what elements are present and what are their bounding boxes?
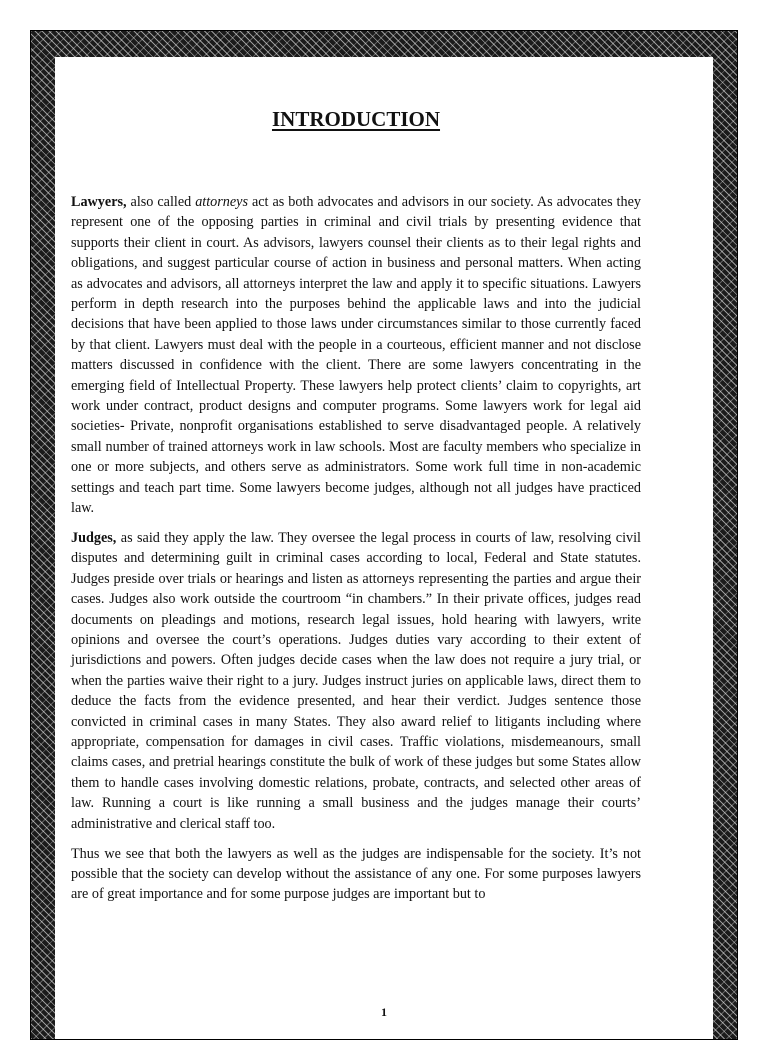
paragraph-text: act as both advocates and advisors in our society. As advocates they represent one of the opposing parties in criminal and civil trials by presenting evidence that supports their client in court. As advisors, lawyers counsel their clients as to their legal rights and obligations, and suggest particular course of action in business and personal matters. When acting as advocates and advisors, all attorneys interpret the law and apply it to specific situations. Lawyers perform in depth research into the purposes behind the applicable laws and into the judicial decisions that have been applied to those laws under circumstances similar to those currently faced by that client. Lawyers must deal with the people in a courteous, efficient manner and not disclose matters discussed in confidence with the client. There are some lawyers concentrating in the emerging field of Intellectual Property. These lawyers help protect clients’ claim to copyrights, art work under contract, product designs and computer programs. Some lawyers work for legal aid societies- Private, nonprofit organisations established to serve disadvantaged people. A relatively small number of trained attorneys work in law schools. Most are faculty members who specialize in one or more subjects, and others serve as administrators. Some work full time in non-academic settings and teach part time. Some lawyers become judges, although not all judges have practiced law. — [71, 194, 641, 517]
page-number: 1 — [381, 1005, 387, 1019]
paragraph-judges — [71, 528, 641, 834]
paragraph-text: Thus we see that both the lawyers as well as the judges are indispensable for the society. It’s not possible that the society can develop without the assistance of any one. For some purposes lawyers are of great importance and for some purpose judges are important but to — [71, 845, 641, 903]
paragraph-lead: Judges, — [71, 530, 117, 546]
paragraph-lead: Lawyers, — [71, 194, 127, 210]
paragraph-text: as said they apply the law. They oversee the legal process in courts of law, resolving civil disputes and determining guilt in criminal cases according to local, Federal and State statutes. Judges preside over trials or hearings and listen as attorneys representing the parties and argue their cases. Judges also work outside the courtroom “in chambers.” In their private offices, judges read documents on pleadings and motions, research legal issues, hold hearing with lawyers, write opinions and oversee the court’s operations. Judges duties vary according to their extent of jurisdictions and powers. Often judges decide cases when the law does not require a jury trial, or when the parties waive their right to a jury. Judges instruct juries on applicable laws, direct them to deduce the facts from the evidence presented, and hear their verdict. Judges sentence those convicted in criminal cases in many States. They also award relief to litigants including where appropriate, compensation for damages in civil cases. Traffic violations, misdemeanours, small claims cases, and pretrial hearings constitute the bulk of work of these judges but some States allow them to handle cases involving domestic relations, probate, contracts, and selected other areas of law. Running a court is like running a small business and the judges manage their courts’ administrative and clerical staff too. — [71, 530, 641, 832]
paragraph-conclusion — [71, 844, 641, 905]
paragraph-lawyers — [71, 192, 641, 519]
page-title: INTRODUCTION — [271, 107, 441, 131]
paragraph-text: also called — [126, 194, 196, 210]
emphasis-text: attorneys — [195, 194, 248, 210]
document-body — [71, 106, 641, 914]
